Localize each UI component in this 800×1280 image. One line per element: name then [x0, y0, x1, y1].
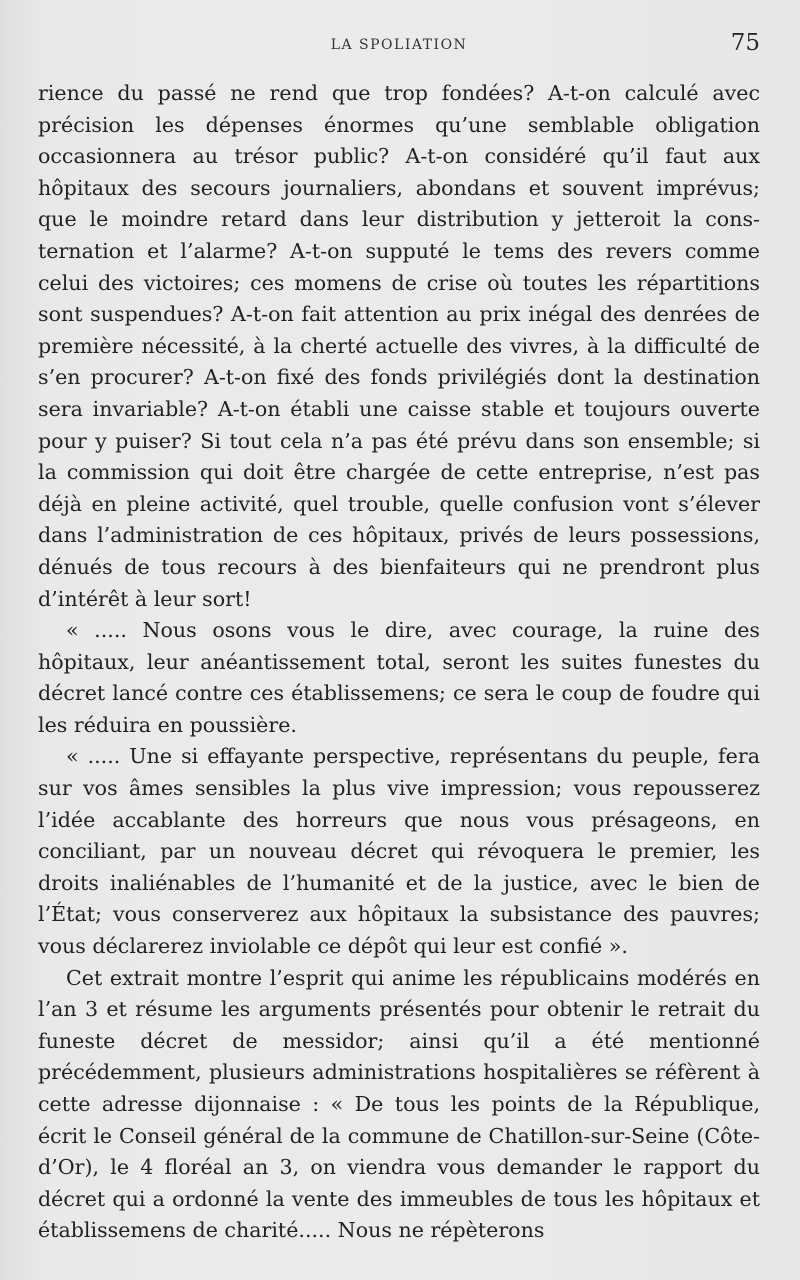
paragraph: « ..... Nous osons vous le dire, avec courage, la ruine des hôpitaux, leur anéantissement total, seront les suites funestes du décret lancé contre ces établissemens; ce sera le coup de foudre qui les réduira en poussière. — [38, 618, 760, 737]
paragraph: « ..... Une si effayante perspective, représentans du peuple, fera sur vos âmes sensibles la plus vive impression; vous repousserez l’idée accablante des horreurs que nous vous présageons, en conciliant, par un nouveau décret qui révoquera le premier, les droits inaliénables de l’humanité et de la justice, avec le bien de l’État; vous conserverez aux hôpitaux la subsistance des pauvres; vous déclarerez inviolable ce dépôt qui leur est confié ». — [38, 744, 760, 959]
page-number: 75 — [730, 30, 760, 56]
paragraph: rience du passé ne rend que trop fondées? A-t-on calculé avec précision les dépenses énormes qu’une semblable obligation occasionnera au trésor public? A-t-on considéré qu’il faut aux hôpitaux des secours journaliers, abondans et souvent imprévus; que le moindre retard dans leur distribution y jetteroit la consternation et l’alarme? A-t-on supputé le tems des revers comme celui des victoires; ces momens de crise où toutes les répartitions sont suspendues? A-t-on fait attention au prix inégal des denrées de première nécessité, à la cherté actuelle des vivres, à la difficulté de s’en procurer? A-t-on fixé des fonds privilégiés dont la destination sera invariable? A-t-on établi une caisse stable et toujours ouverte pour y puiser? Si tout cela n’a pas été prévu dans son ensemble; si la commission qui doit être chargée de cette entreprise, n’est pas déjà en pleine activité, quel trouble, quelle confusion vont s’élever dans l’administration de ces hôpitaux, privés de leurs possessions, dénués de tous recours à des bienfaiteurs qui ne prendront plus d’intérêt à leur sort! — [38, 81, 760, 611]
body-text — [38, 78, 760, 1247]
paragraph: Cet extrait montre l’esprit qui anime les républicains modérés en l’an 3 et résume les arguments présentés pour obtenir le retrait du funeste décret de messidor; ainsi qu’il a été mentionné précédemment, plusieurs administrations hospitalières se réfèrent à cette adresse dijonnaise : « De tous les points de la République, écrit le Conseil général de la commune de Chatillon-sur-Seine (Côte-d’Or), le 4 floréal an 3, on viendra vous demander le rapport du décret qui a ordonné la vente des immeubles de tous les hôpitaux et établissemens de charité..... Nous ne répèterons — [38, 965, 760, 1243]
running-title: LA SPOLIATION — [330, 37, 468, 53]
running-head — [38, 26, 760, 78]
